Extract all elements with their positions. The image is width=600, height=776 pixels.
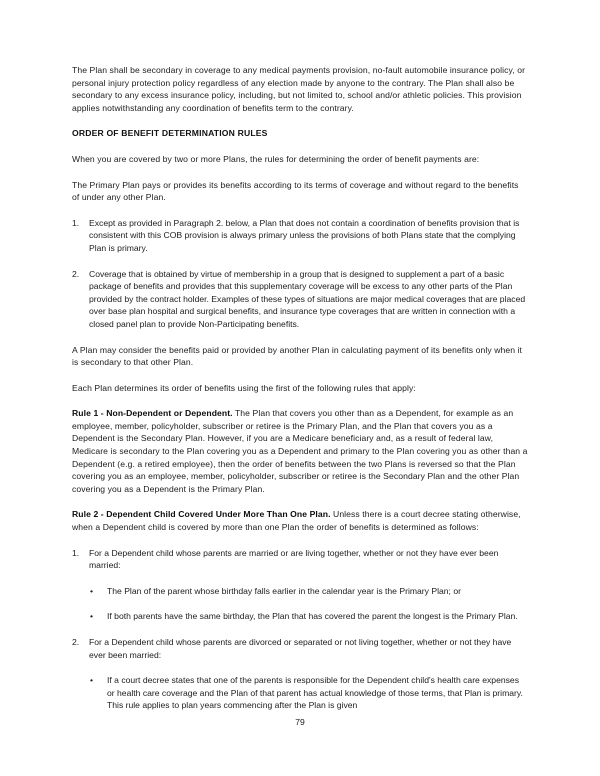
bullet-icon: • bbox=[90, 675, 94, 686]
bullet-item-text: The Plan of the parent whose birthday falls earlier in the calendar year is the Primary Plan; or bbox=[107, 585, 461, 596]
list-marker: 2. bbox=[72, 637, 80, 647]
paragraph-when-covered: When you are covered by two or more Plans, the rules for determining the order of benefit payments are: bbox=[72, 153, 480, 164]
list-item-text: Coverage that is obtained by virtue of membership in a group that is designed to supplement a part of a basic package of benefits and provides that this supplementary coverage will be excess to any other parts of the Plan provided by the contract holder. Examples of these types of situations are major medical coverages that are placed over base plan hospital and surgical benefits, and insurance type coverages that are written in connection with a closed panel plan to provide Non-Participating benefits. bbox=[89, 268, 526, 329]
list-item bbox=[89, 585, 528, 598]
list-item bbox=[72, 547, 528, 623]
rule-1-paragraph bbox=[72, 407, 528, 495]
paragraph-primary-plan-pays: The Primary Plan pays or provides its benefits according to its terms of coverage and without regard to the benefits of under any other Plan. bbox=[72, 179, 519, 203]
list-marker: 1. bbox=[72, 547, 80, 558]
bullet-item-text: If both parents have the same birthday, the Plan that has covered the parent the longest is the Primary Plan. bbox=[107, 611, 518, 622]
page-number: 79 bbox=[295, 717, 305, 727]
list-item-text: Except as provided in Paragraph 2. below, a Plan that does not contain a coordination of benefits provision that is consistent with this COB provision is always primary unless the provisions of both Plans state that the complying Plan is primary. bbox=[89, 217, 520, 253]
intro-paragraph: The Plan shall be secondary in coverage to any medical payments provision, no-fault automobile insurance policy, or personal injury protection policy regardless of any election made by anyone to the contrary. The Plan shall also be secondary to any excess insurance policy, including, but not limited to, school and/or athletic policies. This provision applies notwithstanding any coordination of benefits term to the contrary. bbox=[72, 65, 526, 113]
bullet-icon: • bbox=[90, 585, 94, 596]
rule-2-lead: Rule 2 - Dependent Child Covered Under More Than One Plan. bbox=[72, 509, 331, 520]
ordered-list-dependent-child-rules bbox=[72, 547, 528, 712]
paragraph-plan-may-consider: A Plan may consider the benefits paid or provided by another Plan in calculating payment of its benefits only when it is secondary to that other Plan. bbox=[72, 344, 523, 368]
bullet-list-divorced-parents bbox=[89, 674, 528, 712]
paragraph-each-plan-determines: Each Plan determines its order of benefits using the first of the following rules that apply: bbox=[72, 382, 416, 393]
bullet-item-text: If a court decree states that one of the parents is responsible for the Dependent child's health care expenses or health care coverage and the Plan of that parent has actual knowledge of those terms, that Plan is primary. This rule applies to plan years commencing after the Plan is given bbox=[107, 675, 523, 711]
list-item-text: For a Dependent child whose parents are divorced or separated or not living together, whether or not they have ever been married: bbox=[89, 637, 512, 660]
rule-2-text: Unless there is a court decree stating otherwise, when a Dependent child is covered by more than one Plan the order of benefits is determined as follows: bbox=[72, 509, 521, 533]
list-item bbox=[89, 674, 528, 712]
page-content bbox=[72, 64, 528, 712]
list-item bbox=[72, 268, 528, 331]
list-item bbox=[89, 610, 528, 623]
list-item bbox=[72, 217, 528, 255]
section-heading-order-of-benefit-determination-rules: ORDER OF BENEFIT DETERMINATION RULES bbox=[72, 128, 268, 139]
list-marker: 1. bbox=[72, 217, 80, 228]
bullet-list-married-parents bbox=[89, 585, 528, 623]
rule-1-lead: Rule 1 - Non-Dependent or Dependent. bbox=[72, 408, 233, 419]
rule-1-text: The Plan that covers you other than as a Dependent, for example as an employee, member, policyholder, subscriber or retiree is the Primary Plan, and the Plan that covers you as a Dependent is the Secondary Plan. However, if you are a Medicare beneficiary and, as a result of federal law, Medicare is secondary to the Plan covering you as a Dependent and primary to the Plan covering you as other than a Dependent (e.g. a retired employee), then the order of benefits between the two Plans is reversed so that the Plan covering you as an employee, member, policyholder, subscriber or retiree is the Secondary Plan and the other Plan covering you as a Dependent is the Primary Plan. bbox=[72, 408, 528, 494]
bullet-icon: • bbox=[90, 611, 94, 622]
list-item-text: For a Dependent child whose parents are married or are living together, whether or not they have ever been married: bbox=[89, 547, 499, 571]
rule-2-paragraph bbox=[72, 508, 528, 533]
list-item bbox=[72, 636, 528, 712]
list-marker: 2. bbox=[72, 268, 80, 279]
ordered-list-general-rules bbox=[72, 217, 528, 331]
